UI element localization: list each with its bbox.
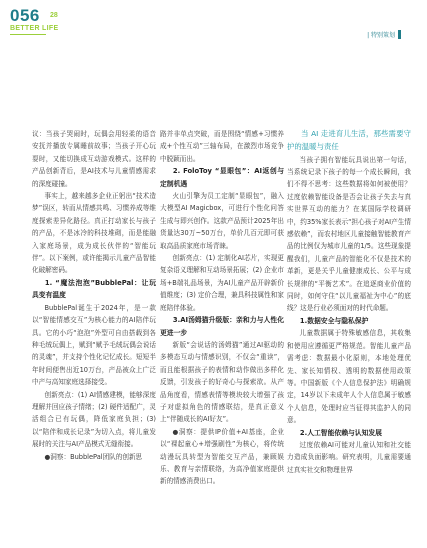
column-tag-bar: [398, 30, 401, 39]
case-heading: 1. “魔法泡泡”BubblePal：让玩具变有温度: [32, 278, 156, 300]
paragraph: 创新亮点：(1) AI情感建模，能够深度理解并回应孩子情绪；(2) 硬件适配广，灵活组合已有玩偶，降低家庭负担；(3) 以“陪伴和成长记录”为切入点，将儿童发展时的关注与AI产品模式无缝衔接。: [32, 390, 156, 449]
subsection-heading: 2.人工智能依赖与认知发展: [299, 428, 382, 437]
issue-tag: 28: [50, 12, 58, 19]
paragraph: 创新亮点：(1) 定制化AI芯片，实现更复杂语义理解和互动场景拓展；(2) 企业市场+B端礼品场景，为AI儿童产品开辟新价值维度；(3) 定价合理，兼具科技属性和家庭陪伴体验。: [160, 254, 284, 312]
brand-underline: [10, 34, 46, 35]
page-header: [0, 0, 427, 52]
subsection-heading: 1.数据安全与隐私保护: [299, 316, 369, 325]
paragraph: 儿童数据属于特殊敏感信息，其收集和使用应遵循更严格规范。智能儿童产品需考虑：数据最小化原则，本地处理优先、家长知情权、透明的数据使用政策等。中国新版《个人信息保护法》明确规定，14岁以下未成年人个人信息属于敏感个人信息，处理时应当征得其监护人的同意。: [287, 329, 411, 425]
paragraph: 事实上，越来越多企业正躬出“技术造梦”误区，转而从情感共鸣、习惯养成等维度探索差异化路径。真正打动家长与孩子的产品，不是冰冷的科技堆砌，而是能融入家庭场景，成为成长伙伴的“智能玩伴”。以下案例，或许能揭示儿童产品智能化破解密码。: [32, 192, 156, 275]
paragraph: BubblePal诞生于2024年，是一款以“智能情感交互”为核心能力的AI陪伴玩具。它的小巧“泡泡”外型可自由搭载到各种毛绒玩偶上，赋到“赋予毛绒玩偶会说话的灵魂”，并支持个性化记忆成长。短短半年时间便售出近10万台，产品被众上广泛中产与高知家庭选择接受。: [32, 303, 156, 387]
paragraph: 当孩子拥有智能玩具说出第一句话，当系统记录下孩子的每一个成长瞬间，我们不得不思考：这些数据将如何被使用？过度依赖智能设备是否会让孩子失去与真实世界互动的能力？在某国际学校调研中，约35%家长表示“担心孩子对AI产生情感依赖”，而农村地区儿童接触智能教育产品的比例仅为城市儿童的1/5。这些现象提醒我们，儿童产品的智能化不仅是技术的革新，更是关乎儿童健康成长、公平与成长规律的“平衡艺术”。在追逐商业价值的同时，如何守住“以儿童福祉为中心”的底线？这是行业必须面对的时代命题。: [287, 155, 411, 313]
paragraph: 火山引擎为员工定制“显眼包”，融入大模型AI Magicbox，可进行个性化问答生成与即兴创作。这款产品预计2025年出货量达30万~50万台，单价几百元即可获取高品质家庭市场青睐。: [160, 192, 284, 250]
section-title: 当 AI 走进育儿生活，那些需要守护的温暖与责任: [287, 129, 411, 151]
text-column-3: [287, 128, 411, 476]
case-heading: 3.AI汤姆猫升级版：亲和力与人性化更进一步: [160, 316, 284, 337]
column-tag: | 特别策划: [367, 32, 395, 39]
paragraph: 议：当孩子哭闹时，玩偶会用轻柔的语音安抚并播放专属睡前故事；当孩子开心玩耍时，又能切换成互动游戏模式。这样的产品创新背后，是AI技术与儿童情感需求的深度碰撞。: [32, 130, 156, 188]
page-number: 056: [10, 6, 40, 25]
text-column-2: [160, 128, 284, 488]
paragraph: 过度依赖AI可能对儿童认知和社交能力造成负面影响。研究表明，儿童需要通过真实社交和物理世界: [287, 440, 411, 474]
paragraph: ●洞察：BubblePal团队的创新思: [44, 452, 143, 461]
text-column-1: [32, 128, 156, 463]
case-heading: 2. FoloToy “显眼包”：AI返创与定制机遇: [160, 167, 284, 188]
brand-name: BETTER LIFE: [10, 25, 59, 32]
paragraph: ●洞察：提供IP价值+AI基座，企业以“裸起童心+增强刷性”为核心，将传统动漫玩具转型为智能交互产品，兼顾娱乐、教育与亲情联络，为高净值家庭提供新的情感消费出口。: [160, 427, 284, 486]
paragraph: 新版“会说话的汤姆猫”通过AI驱动的多模态互动与情感识别，不仅会“重读”，而且能根据孩子的表情和动作做出多样化反馈，引发孩子的好奇心与探索欲。从产品角度看，情感表情等模块较大增强了孩子对虚拟角色的情感联结，是真正意义上“伴随成长的AI好友”。: [160, 340, 284, 424]
paragraph: 路并非单点突破，而是围绕“情感+习惯养成+个性互动”三轴布局，在激烈市场竞争中脱颖而出。: [160, 130, 284, 163]
